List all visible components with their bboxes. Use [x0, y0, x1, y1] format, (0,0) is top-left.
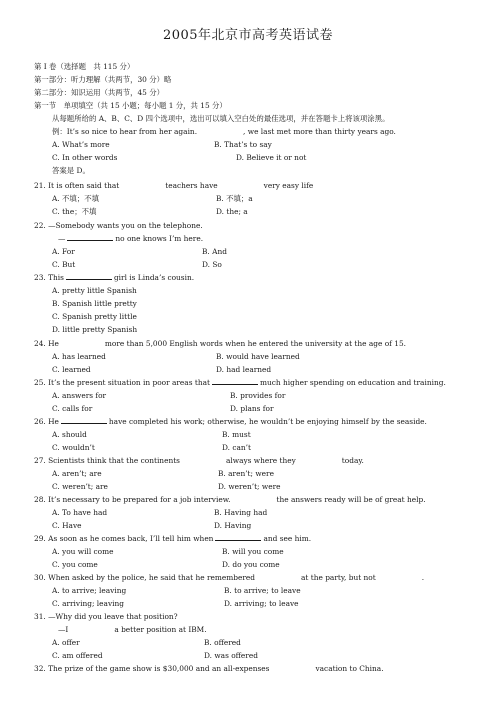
question-25-stem [34, 378, 446, 387]
q31-option-d: D. was offered [204, 651, 258, 660]
q23-option-a: A. pretty little Spanish [52, 286, 137, 295]
question-31-stem: 31. —Why did you leave that position? [34, 612, 178, 621]
q31-option-b: B. offered [204, 638, 241, 647]
q30-option-c: C. arriving; leaving [52, 599, 124, 608]
q26-stem-b: have completed his work; otherwise, he wouldn’t be enjoying himself by the seaside. [108, 417, 427, 426]
paper-part-heading: 第 I 卷（选择题 共 115 分） [34, 62, 135, 71]
q31-reply-a: —I [58, 625, 69, 634]
q27-stem-b: always where they [225, 456, 296, 465]
q21-stem-a: 21. It is often said that [34, 181, 120, 190]
question-26-stem [34, 417, 427, 426]
q30-stem-b: at the party, but not [301, 573, 376, 582]
question-22-reply: — no one knows I’m here. [58, 234, 204, 243]
example-option-c: C. In other words [52, 153, 118, 162]
q23-option-c: C. Spanish pretty little [52, 312, 137, 321]
blank [66, 273, 112, 280]
q21-option-a: A. 不填；不填 [52, 194, 99, 203]
example-stem-part-b: , we last met more than thirty years ago. [243, 127, 396, 136]
blank [67, 234, 113, 241]
blank [215, 534, 261, 541]
question-27-stem [34, 456, 364, 465]
question-31-reply [58, 625, 207, 634]
q25-option-b: B. provides for [230, 391, 286, 400]
q24-stem-b: more than 5,000 English words when he entered the university at the age of 15. [104, 339, 406, 348]
instructions: 从每题所给的 A、B、C、D 四个选项中，选出可以填入空白处的最佳选项，并在答题卡上将该项涂黑。 [52, 114, 390, 123]
question-21-stem [34, 181, 313, 190]
q23-stem-b: girl is Linda’s cousin. [113, 273, 195, 282]
q31-option-c: C. am offered [52, 651, 103, 660]
q29-stem-b: and see him. [263, 534, 312, 543]
q22-option-d: D. So [202, 260, 222, 269]
question-22-stem: 22. —Somebody wants you on the telephone. [34, 221, 203, 230]
q23-option-b: B. Spanish little pretty [52, 299, 137, 308]
q30-stem-a: 30. When asked by the police, he said that he remembered [34, 573, 256, 582]
q26-option-c: C. wouldn’t [52, 443, 95, 452]
q25-option-a: A. answers for [52, 391, 107, 400]
section-single-choice: 第一节 单项填空（共 15 小题；每小题 1 分，共 15 分） [34, 101, 227, 110]
question-28-stem [34, 495, 426, 504]
q24-option-a: A. has learned [52, 352, 106, 361]
q30-option-b: B. to arrive; to leave [224, 586, 301, 595]
q26-option-a: A. should [52, 430, 87, 439]
q24-option-c: C. learned [52, 365, 91, 374]
q30-option-d: D. arriving; to leave [224, 599, 299, 608]
q21-option-c: C. the；不填 [52, 207, 97, 216]
q27-option-b: B. aren’t; were [218, 469, 274, 478]
q22-option-a: A. For [52, 247, 75, 256]
q22-option-b: B. And [202, 247, 227, 256]
q25-stem-b: much higher spending on education and training. [259, 378, 446, 387]
q28-option-b: B. Having had [214, 508, 268, 517]
example-answer: 答案是 D。 [52, 166, 90, 175]
q22-option-c: C. But [52, 260, 76, 269]
q22-reply-text: no one knows I’m here. [115, 234, 204, 243]
q30-stem-c: . [421, 573, 425, 582]
question-23-stem [34, 273, 194, 282]
q32-stem-a: 32. The prize of the game show is $30,000 and an all-expenses [34, 664, 270, 673]
q27-option-a: A. aren’t; are [52, 469, 102, 478]
q30-option-a: A. to arrive; leaving [52, 586, 127, 595]
q32-stem-b: vacation to China. [315, 664, 384, 673]
q27-option-c: C. weren’t; are [52, 482, 108, 491]
q21-stem-b: teachers have [165, 181, 218, 190]
q25-option-d: D. plans for [230, 404, 274, 413]
blank [61, 417, 107, 424]
q27-stem-c: today. [341, 456, 364, 465]
q23-option-d: D. little pretty Spanish [52, 325, 138, 334]
q29-option-b: B. will you come [222, 547, 284, 556]
q28-stem-a: 28. It’s necessary to be prepared for a job interview. [34, 495, 231, 504]
section-listening: 第一部分：听力理解（共两节，30 分）略 [34, 75, 172, 84]
q28-option-d: D. Having [214, 521, 252, 530]
q26-option-d: D. can’t [222, 443, 251, 452]
example-option-b: B. That’s to say [214, 140, 272, 149]
q31-reply-b: a better position at IBM. [114, 625, 207, 634]
question-24-stem [34, 339, 406, 348]
example-stem [52, 127, 396, 136]
q26-option-b: B. must [222, 430, 251, 439]
blank [212, 378, 258, 385]
example-option-d: D. Believe it or not [236, 153, 307, 162]
q24-option-b: B. would have learned [216, 352, 300, 361]
q28-option-c: C. Have [52, 521, 82, 530]
question-32-stem [34, 664, 384, 673]
question-29-stem [34, 534, 311, 543]
q29-stem-a: 29. As soon as he comes back, I’ll tell him when [34, 534, 214, 543]
q25-stem-a: 25. It’s the present situation in poor areas that [34, 378, 210, 387]
q24-option-d: D. had learned [216, 365, 272, 374]
q27-stem-a: 27. Scientists think that the continents [34, 456, 180, 465]
page-title: 2005年北京市高考英语试卷 [162, 28, 334, 43]
q21-stem-c: very easy life [263, 181, 314, 190]
q26-stem-a: 26. He [34, 417, 59, 426]
example-option-a: A. What’s more [52, 140, 110, 149]
q28-option-a: A. To have had [52, 508, 108, 517]
q28-stem-b: the answers ready will be of great help. [276, 495, 426, 504]
q25-option-c: C. calls for [52, 404, 93, 413]
q31-option-a: A. offer [52, 638, 80, 647]
example-stem-part-a: 例：It’s so nice to hear from her again. [52, 127, 198, 136]
q24-stem-a: 24. He [34, 339, 59, 348]
q23-stem-a: 23. This [34, 273, 64, 282]
q27-option-d: D. weren’t; were [218, 482, 281, 491]
question-30-stem [34, 573, 424, 582]
q29-option-a: A. you will come [52, 547, 114, 556]
q21-option-b: B. 不填；a [216, 194, 253, 203]
q29-option-c: C. you come [52, 560, 98, 569]
q21-option-d: D. the; a [216, 207, 248, 216]
section-knowledge: 第二部分：知识运用（共两节，45 分） [34, 88, 165, 97]
q29-option-d: D. do you come [222, 560, 280, 569]
